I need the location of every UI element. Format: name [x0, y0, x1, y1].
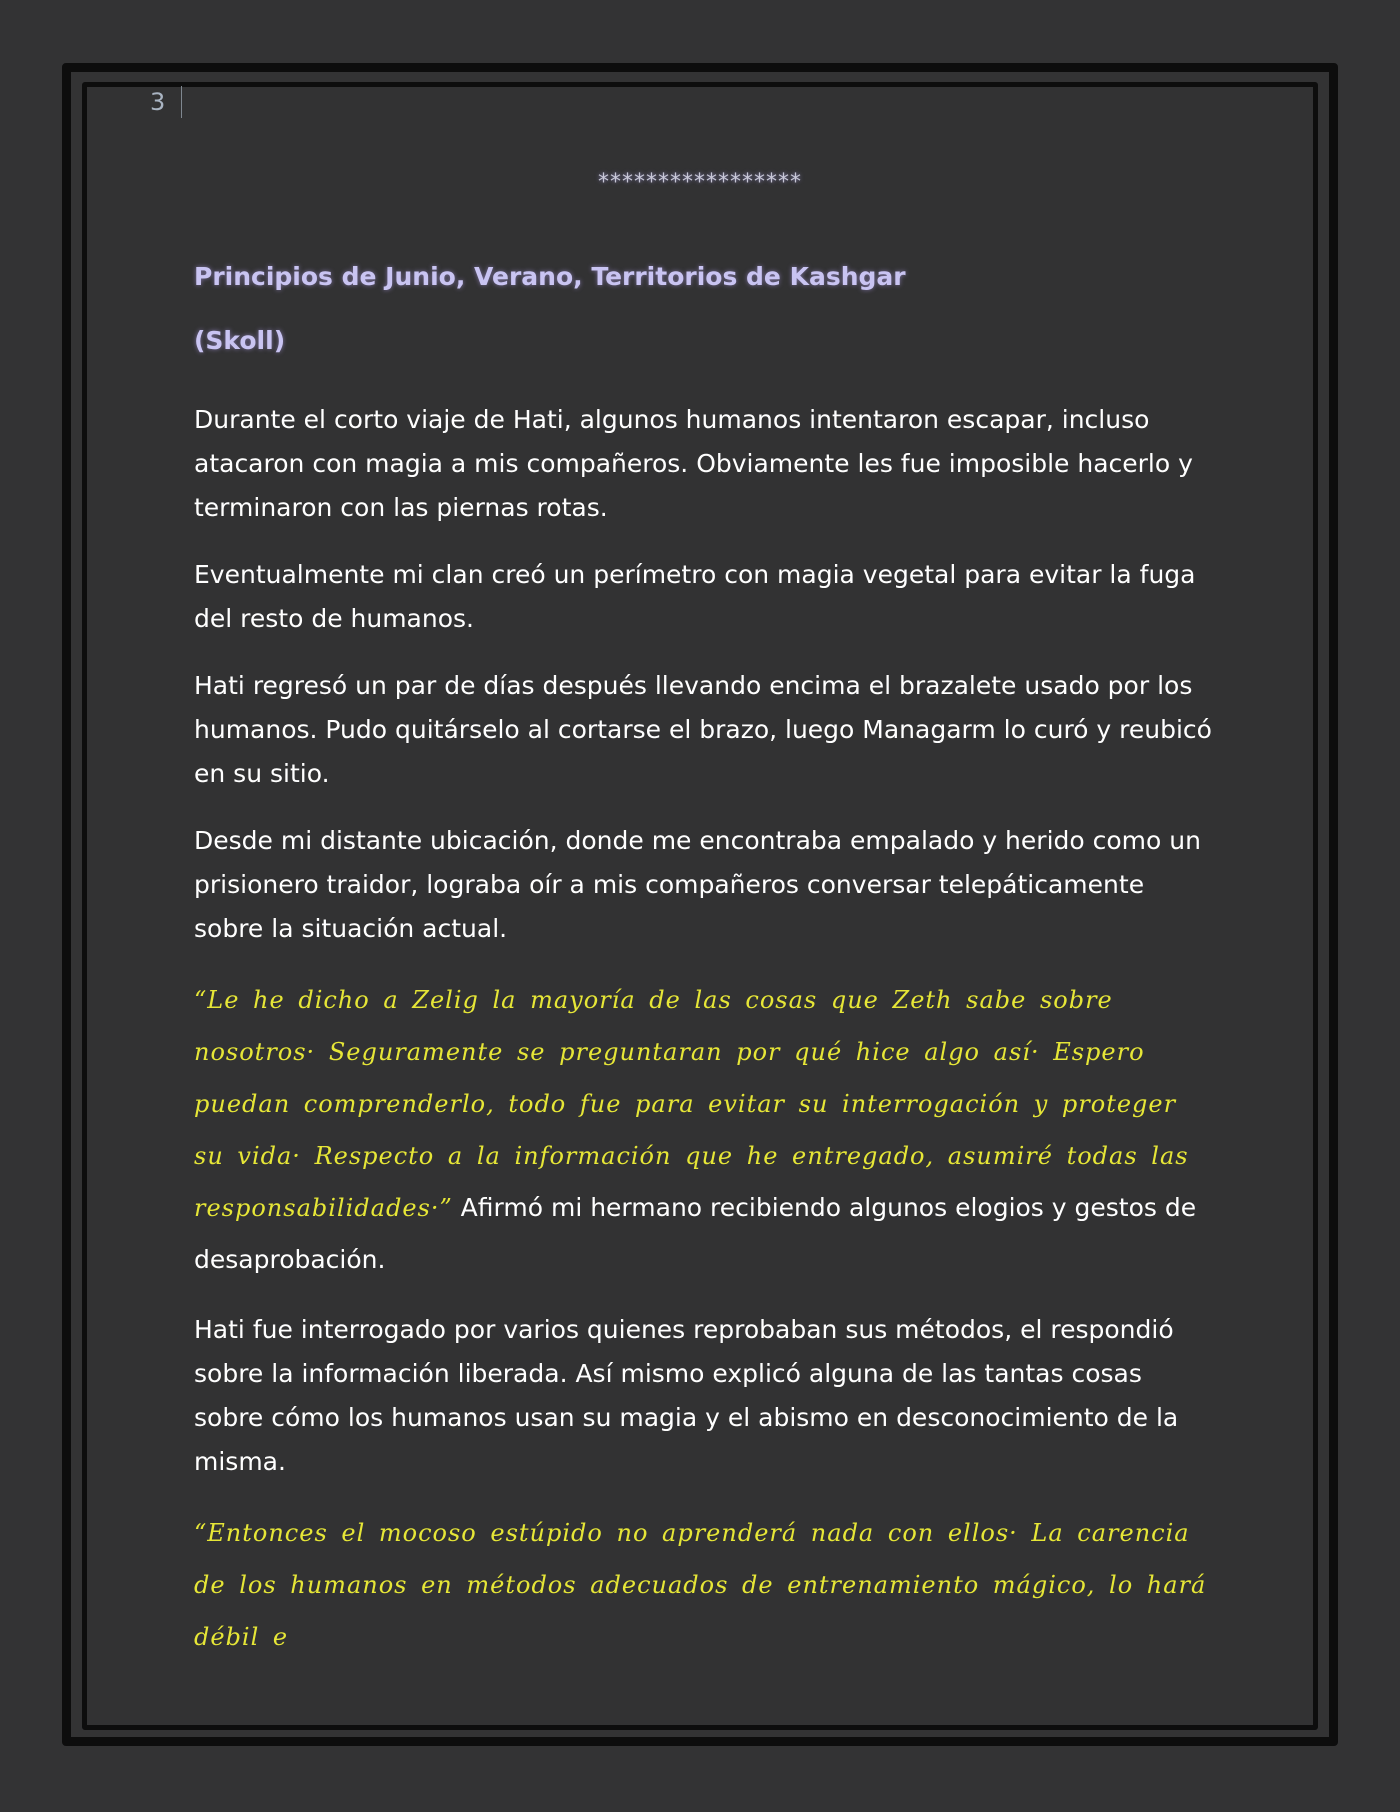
dialogue-quote: “Le he dicho a Zelig la mayoría de las cosas que Zeth sabe sobre nosotros· Seguramente se preguntaran por qué hice algo así· Espero puedan comprenderlo, todo fue para evitar su interrogación y proteger su vida· Respecto a la información que he entregado, asumiré todas las responsabilidades·”: [194, 986, 1189, 1222]
dialogue-narration: Afirmó mi hermano recibiendo algunos elogios y gestos de desaprobación.: [194, 1193, 1197, 1274]
body-text: [194, 398, 1214, 1686]
paragraph: Eventualmente mi clan creó un perímetro con magia vegetal para evitar la fuga del resto de humanos.: [194, 560, 1196, 633]
paragraph: Hati fue interrogado por varios quienes reprobaban sus métodos, el respondió sobre la información liberada. Así mismo explicó alguna de las tantas cosas sobre cómo los humanos usan su magia y el abismo en desconocimiento de la misma.: [194, 1315, 1179, 1476]
dialogue-paragraph: [194, 974, 1214, 1285]
narrator-heading: (Skoll): [194, 326, 286, 355]
dialogue-quote: “Entonces el mocoso estúpido no aprenderá nada con ellos· La carencia de los humanos en métodos adecuados de entrenamiento mágico, lo hará débil e: [194, 1519, 1207, 1651]
scene-separator: *****************: [598, 170, 802, 195]
dialogue-paragraph: [194, 1507, 1214, 1663]
paragraph: Durante el corto viaje de Hati, algunos humanos intentaron escapar, incluso atacaron con magia a mis compañeros. Obviamente les fue imposible hacerlo y terminaron con las piernas rotas.: [194, 405, 1193, 522]
paragraph: Desde mi distante ubicación, donde me encontraba empalado y herido como un prisionero traidor, lograba oír a mis compañeros conversar telepáticamente sobre la situación actual.: [194, 826, 1201, 943]
paragraph: Hati regresó un par de días después llevando encima el brazalete usado por los humanos. Pudo quitárselo al cortarse el brazo, luego Managarm lo curó y reubicó en su sitio.: [194, 671, 1212, 788]
page-number-divider: [181, 86, 182, 118]
page-number: 3: [150, 88, 166, 116]
chapter-heading: Principios de Junio, Verano, Territorios de Kashgar: [194, 262, 906, 291]
